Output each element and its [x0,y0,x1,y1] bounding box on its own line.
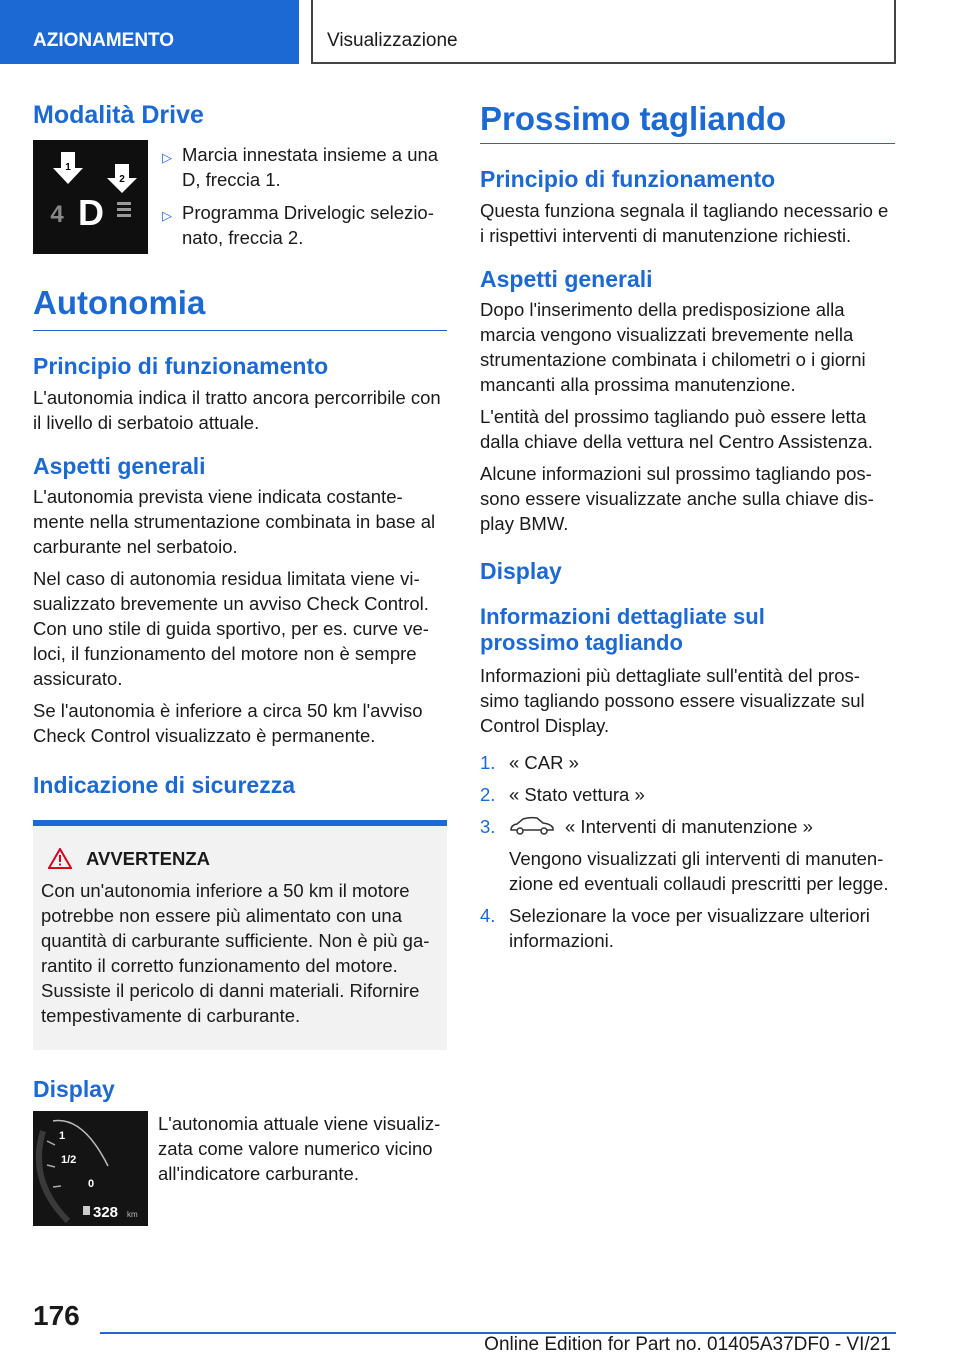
tagliando-info-heading: Informazioni dettagliate sul prossimo tagliando [480,603,765,656]
warning-triangle-icon [48,848,72,869]
drive-letter: D [78,192,104,233]
steps-list [480,750,895,953]
drive-arrow-1-label: 1 [65,162,71,173]
triangle-bullet-icon: ▷ [162,208,172,223]
list-item: 4. Selezionare la voce per visualizzare ulteriori informazioni. [480,904,870,951]
sicurezza-heading: Indicazione di sicurezza [33,772,296,799]
warning-box [33,820,447,1050]
tagliando-aspetti-p2: L'entità del prossimo tagliando può essere letta dalla chiave della vettura nel Centro Assistenza. [480,406,873,453]
fuel-gauge-graphic [33,1111,148,1226]
drive-gear-number: 4 [50,201,64,228]
drive-arrow-2-label: 2 [119,174,125,185]
section-tab: AZIONAMENTO [0,0,299,64]
autonomia-aspetti-p2: Nel caso di autonomia residua limitata viene vi-sualizzato brevemente un avviso Check Control. Con uno stile di guida sportivo, per es. curve ve-loci, il funzionamento del motore non è sempre assicurato. [33,568,429,690]
drive-item: ▷ Marcia innestata insieme a una D, freccia 1. [148,142,447,192]
right-column [480,100,895,953]
car-icon [509,816,555,836]
tagliando-aspetti-p3: Alcune informazioni sul prossimo tagliando pos-sono essere visualizzate anche sulla chiave dis-play BMW. [480,463,874,535]
tagliando-principio-heading: Principio di funzionamento [480,166,776,192]
list-item: 3. « Interventi di manutenzione » Vengono visualizzati gli interventi di manuten-zione ed eventuali collaudi prescritti per legge. [480,815,889,894]
gauge-tick-half: 1/2 [61,1154,77,1167]
gauge-range-unit: km [127,1210,138,1220]
warning-label: AVVERTENZA [86,847,211,869]
autonomia-aspetti-p3: Se l'autonomia è inferiore a circa 50 km l'avviso Check Control visualizzato è permanente. [33,700,423,747]
drive-mode-heading: Modalità Drive [33,101,204,129]
drive-mode-graphic [33,140,148,254]
left-column [33,100,447,1226]
chapter-tab: Visualizzazione [311,0,896,64]
autonomia-principio-text: L'autonomia indica il tratto ancora percorribile con il livello di serbatoio attuale. [33,386,441,433]
tagliando-info-text: Informazioni più dettagliate sull'entità del pros-simo tagliando possono essere visualizzate sul Control Display. [480,664,865,736]
tagliando-aspetti-heading: Aspetti generali [480,265,653,292]
edition-text: Online Edition for Part no. 01405A37DF0 - VI/21 [484,1334,891,1355]
autonomia-aspetti-heading: Aspetti generali [33,452,206,479]
autonomia-display-text: L'autonomia attuale viene visualiz-zata come valore numerico vicino all'indicatore carburante. [158,1113,441,1185]
tagliando-display-heading: Display [480,558,562,585]
warning-text: Con un'autonomia inferiore a 50 km il motore potrebbe non essere più alimentato con una quantità di carburante sufficiente. Non è più ga-rantito il corretto funzionamento del motore. Sussiste il pericolo di danni materiali. Rifornire tempestivamente di carburante. [41,879,430,1026]
fuel-gauge-image [33,1111,148,1226]
list-item: 2. « Stato vettura » [480,783,645,805]
drive-mode-image [33,140,148,254]
tagliando-aspetti-p1: Dopo l'inserimento della predisposizione alla marcia vengono visualizzati brevemente nella strumentazione combinata i chilometri o i giorni mancanti alla prossima manutenzione. [480,299,866,396]
tagliando-principio-text: Questa funziona segnala il tagliando necessario e i rispettivi interventi di manutenzione richiesti. [480,199,889,246]
autonomia-aspetti-p1: L'autonomia prevista viene indicata costante-mente nella strumentazione combinata in base al carburante nel serbatoio. [33,486,436,558]
autonomia-principio-heading: Principio di funzionamento [33,353,329,379]
tagliando-heading: Prossimo tagliando [480,100,895,144]
page-number: 176 [33,1300,80,1331]
autonomia-display-heading: Display [33,1075,115,1102]
list-item: 1. « CAR » [480,751,579,773]
triangle-bullet-icon: ▷ [162,150,172,165]
gauge-range-value: 328 [93,1204,119,1222]
drive-item: ▷ Programma Drivelogic selezio-nato, freccia 2. [148,200,447,250]
gauge-tick-empty: 0 [88,1178,95,1191]
gauge-tick-full: 1 [59,1130,66,1143]
autonomia-heading: Autonomia [33,284,447,331]
